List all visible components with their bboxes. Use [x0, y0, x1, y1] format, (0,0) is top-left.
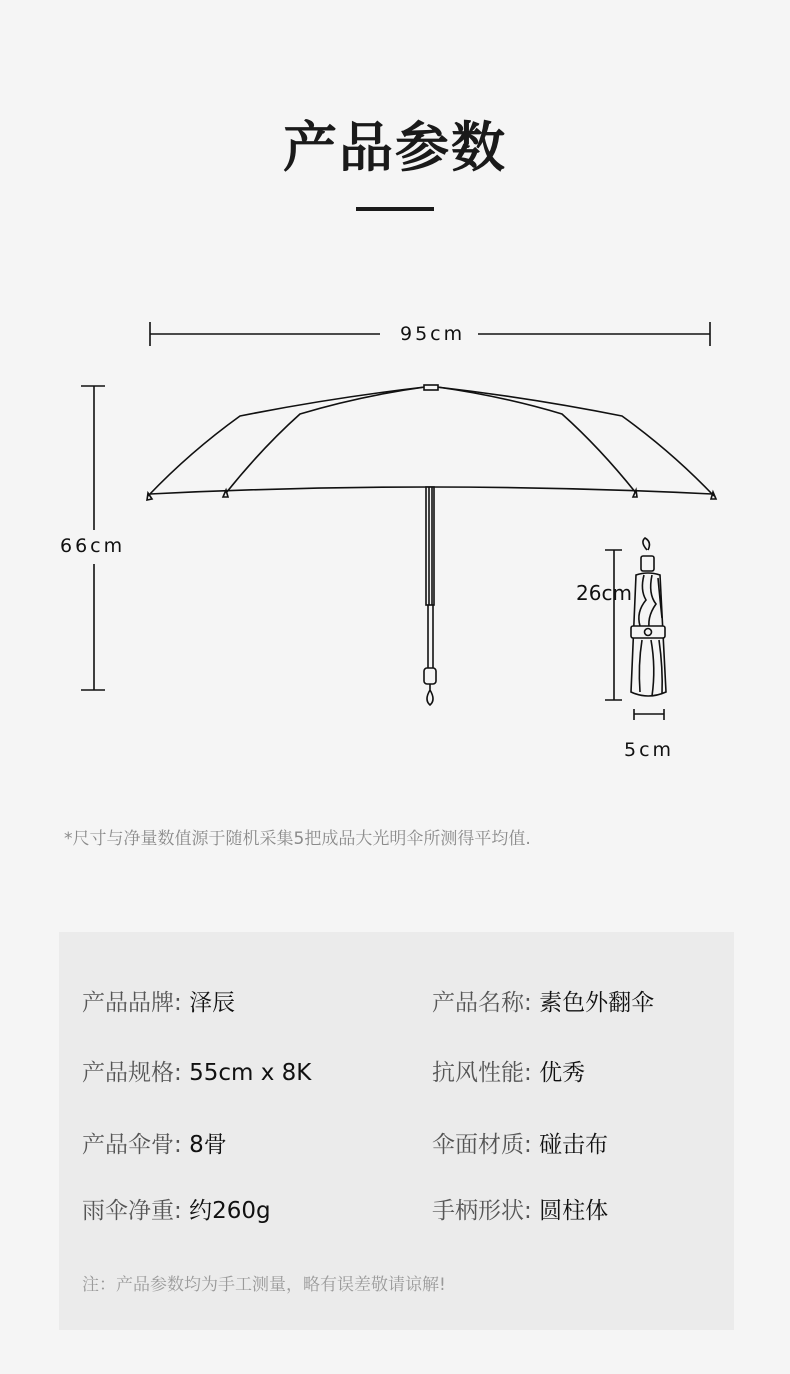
spec-key: 雨伞净重: — [82, 1198, 182, 1224]
spec-value: 泽辰 — [189, 990, 236, 1016]
spec-handle-shape — [432, 1192, 608, 1225]
spec-key: 产品品牌: — [82, 990, 182, 1016]
folded-width-label: 5cm — [624, 739, 675, 761]
spec-value: 约260g — [189, 1198, 271, 1224]
spec-product-name — [432, 984, 654, 1017]
spec-value: 碰击布 — [539, 1132, 609, 1158]
spec-fabric — [432, 1126, 608, 1159]
spec-note: 注：产品参数均为手工测量，略有误差敬请谅解! — [82, 1275, 446, 1295]
spec-key: 手柄形状: — [432, 1198, 532, 1224]
spec-value: 素色外翻伞 — [539, 990, 655, 1016]
spec-key: 产品规格: — [82, 1060, 182, 1086]
spec-value: 圆柱体 — [539, 1198, 609, 1224]
spec-key: 伞面材质: — [432, 1132, 532, 1158]
spec-value: 8骨 — [189, 1132, 227, 1158]
measurement-disclaimer: *尺寸与净量数值源于随机采集5把成品大光明伞所测得平均值. — [64, 829, 531, 849]
width-label: 95cm — [394, 323, 471, 345]
folded-length-label: 26cm — [576, 581, 632, 605]
spec-key: 产品名称: — [432, 990, 532, 1016]
spec-panel — [59, 932, 734, 1330]
page-title: 产品参数 — [283, 116, 507, 179]
folded-umbrella-icon — [631, 538, 666, 696]
height-label: 66cm — [60, 535, 126, 557]
spec-value: 优秀 — [539, 1060, 586, 1086]
spec-value: 55cm x 8K — [189, 1060, 312, 1086]
spec-brand — [82, 984, 235, 1017]
spec-key: 抗风性能: — [432, 1060, 532, 1086]
open-umbrella-icon — [147, 385, 716, 705]
spec-wind-resistance — [432, 1054, 585, 1087]
spec-size — [82, 1054, 311, 1087]
spec-ribs — [82, 1126, 227, 1159]
spec-weight — [82, 1192, 271, 1225]
spec-key: 产品伞骨: — [82, 1132, 182, 1158]
